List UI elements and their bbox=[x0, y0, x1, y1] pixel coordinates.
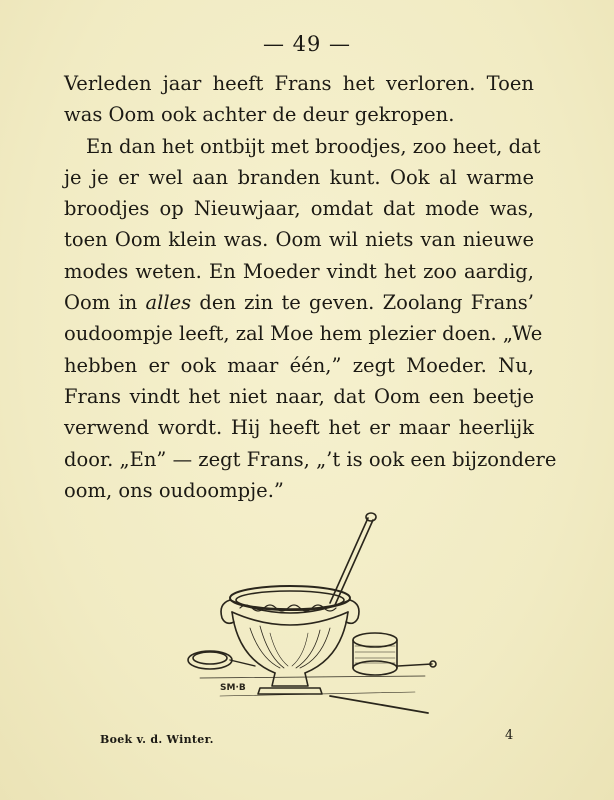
body-text bbox=[64, 68, 557, 506]
text-line: toen Oom klein was. Oom wil niets van nieuwe bbox=[64, 228, 534, 252]
illustration-signature: SM·B bbox=[220, 683, 246, 693]
text-line: Frans vindt het niet naar, dat Oom een beetje bbox=[64, 384, 534, 408]
text-line: je je er wel aan branden kunt. Ook al warme bbox=[64, 165, 534, 189]
pot-and-spoon-illustration bbox=[180, 508, 440, 723]
text-line: Verleden jaar heeft Frans het verloren. Toen bbox=[64, 72, 534, 95]
text-line: was Oom ook achter de deur gekropen. bbox=[64, 103, 455, 127]
footer-sheet-number: 4 bbox=[505, 728, 514, 743]
text-segment: den zin te geven. Zoolang Frans’ bbox=[191, 291, 534, 315]
text-line: oudoompje leeft, zal Moe hem plezier doen. „We bbox=[64, 322, 543, 346]
text-line: broodjes op Nieuwjaar, omdat dat mode was, bbox=[64, 197, 534, 221]
text-segment: Oom in bbox=[64, 291, 146, 315]
text-line bbox=[64, 287, 534, 318]
italic-word: alles bbox=[145, 291, 192, 315]
footer-signature: Boek v. d. Winter. bbox=[100, 733, 214, 746]
text-line: modes weten. En Moeder vindt het zoo aardig, bbox=[64, 259, 534, 283]
text-line: En dan het ontbijt met broodjes, zoo heet, dat bbox=[86, 134, 541, 158]
text-line: hebben er ook maar één,” zegt Moeder. Nu, bbox=[64, 353, 534, 377]
text-line: verwend wordt. Hij heeft het er maar heerlijk bbox=[64, 416, 534, 440]
text-line: oom, ons oudoompje.” bbox=[64, 478, 284, 502]
page-number: — 49 — bbox=[262, 32, 352, 56]
text-line: door. „En” — zegt Frans, „’t is ook een bijzondere bbox=[64, 447, 557, 471]
